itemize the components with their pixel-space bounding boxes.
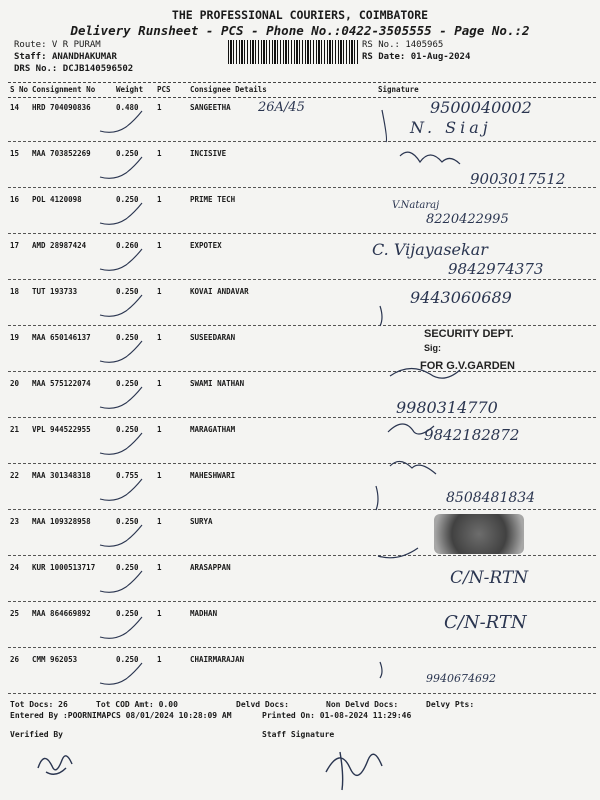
handwritten-phone-16: 8220422995 bbox=[426, 212, 509, 227]
tick-mark-icon bbox=[98, 155, 148, 183]
row-pcs: 1 bbox=[157, 609, 162, 618]
row-pcs: 1 bbox=[157, 655, 162, 664]
row-sno: 16 bbox=[10, 195, 20, 204]
tick-mark-icon bbox=[98, 661, 148, 689]
handwritten-name-16: V.Nataraj bbox=[392, 200, 440, 211]
handwritten-phone-21: 9842182872 bbox=[424, 426, 520, 444]
tick-mark-icon bbox=[98, 615, 148, 643]
row-pcs: 1 bbox=[157, 379, 162, 388]
row-sno: 21 bbox=[10, 425, 20, 434]
row-consignment: MAA 864669892 bbox=[32, 609, 91, 618]
row-sno: 15 bbox=[10, 149, 20, 158]
row-weight: 0.480 bbox=[116, 103, 139, 112]
col-sno: S No bbox=[10, 85, 29, 94]
col-signature: Signature bbox=[378, 85, 419, 94]
row-pcs: 1 bbox=[157, 103, 162, 112]
row-sno: 20 bbox=[10, 379, 20, 388]
row-consignee: PRIME TECH bbox=[190, 195, 236, 204]
row-weight: 0.250 bbox=[116, 379, 139, 388]
row-consignee: INCISIVE bbox=[190, 149, 227, 158]
handwritten-phone-17: 9842974373 bbox=[448, 260, 544, 278]
row-weight: 0.250 bbox=[116, 287, 139, 296]
stamp-security-dept: SECURITY DEPT. bbox=[424, 328, 514, 340]
total-cod: Tot COD Amt: 0.00 bbox=[96, 700, 178, 709]
printed-on: Printed On: 01-08-2024 11:29:46 bbox=[262, 711, 412, 720]
row-sno: 19 bbox=[10, 333, 20, 342]
row-consignment: POL 4120098 bbox=[32, 195, 82, 204]
staff-label: Staff: bbox=[14, 52, 47, 62]
handwritten-phone-18: 9443060689 bbox=[410, 288, 512, 307]
tick-mark-icon bbox=[98, 477, 148, 505]
col-pcs: PCS bbox=[157, 85, 171, 94]
row-consignment: MAA 109328958 bbox=[32, 517, 91, 526]
row-consignee: MAHESHWARI bbox=[190, 471, 236, 480]
row-consignee: MADHAN bbox=[190, 609, 218, 618]
handwritten-phone-22: 8508481834 bbox=[446, 490, 536, 506]
drs-label: DRS No.: bbox=[14, 64, 58, 74]
handwritten-phone-15: 9003017512 bbox=[470, 170, 566, 188]
row-consignee: ARASAPPAN bbox=[190, 563, 231, 572]
non-delivered-docs: Non Delvd Docs: bbox=[326, 700, 399, 709]
row-pcs: 1 bbox=[157, 241, 162, 250]
row-weight: 0.250 bbox=[116, 517, 139, 526]
tick-mark-icon bbox=[98, 385, 148, 413]
row-pcs: 1 bbox=[157, 425, 162, 434]
document-title: THE PROFESSIONAL COURIERS, COIMBATORE bbox=[171, 8, 429, 22]
col-consignee: Consignee Details bbox=[190, 85, 267, 94]
drs-line bbox=[14, 64, 133, 74]
rs-date: RS Date: 01-Aug-2024 bbox=[362, 52, 471, 62]
row-sno: 24 bbox=[10, 563, 20, 572]
row-consignment: KUR 1000513717 bbox=[32, 563, 96, 572]
tick-mark-icon bbox=[98, 523, 148, 551]
row-sno: 17 bbox=[10, 241, 20, 250]
stamp-gv-garden: FOR G.V.GARDEN bbox=[420, 360, 515, 372]
row-weight: 0.250 bbox=[116, 609, 139, 618]
row-weight: 0.250 bbox=[116, 655, 139, 664]
delivery-points: Delvy Pts: bbox=[426, 700, 475, 709]
verifier-signature bbox=[30, 742, 90, 782]
row-pcs: 1 bbox=[157, 563, 162, 572]
drs-number: DCJB140596502 bbox=[62, 64, 134, 74]
staff-name: ANANDHAKUMAR bbox=[51, 52, 117, 62]
row-consignee: SURYA bbox=[190, 517, 213, 526]
row-pcs: 1 bbox=[157, 195, 162, 204]
tick-mark-icon bbox=[98, 201, 148, 229]
stamp-sig-label: Sig: bbox=[424, 343, 441, 353]
row-pcs: 1 bbox=[157, 287, 162, 296]
row-weight: 0.250 bbox=[116, 425, 139, 434]
row-consignee: KOVAI ANDAVAR bbox=[190, 287, 249, 296]
handwritten-name-14: N. Siaj bbox=[410, 118, 492, 137]
staff-line bbox=[14, 52, 117, 62]
row-consignment: MAA 301348318 bbox=[32, 471, 91, 480]
row-consignment: MAA 703852269 bbox=[32, 149, 91, 158]
route-label: Route: V R PURAM bbox=[14, 40, 101, 50]
row-weight: 0.250 bbox=[116, 333, 139, 342]
row-sno: 26 bbox=[10, 655, 20, 664]
row-weight: 0.755 bbox=[116, 471, 139, 480]
handwritten-phone-26: 9940674692 bbox=[426, 672, 496, 685]
tick-mark-icon bbox=[98, 339, 148, 367]
row-pcs: 1 bbox=[157, 471, 162, 480]
row-consignment: CMM 962053 bbox=[32, 655, 78, 664]
tick-mark-icon bbox=[98, 109, 148, 137]
row-pcs: 1 bbox=[157, 517, 162, 526]
row-weight: 0.250 bbox=[116, 149, 139, 158]
row-consignment: HRD 704090836 bbox=[32, 103, 91, 112]
row-consignee: SANGEETHA bbox=[190, 103, 231, 112]
delivered-docs: Delvd Docs: bbox=[236, 700, 289, 709]
row-consignment: MAA 575122074 bbox=[32, 379, 91, 388]
row-consignee: SWAMI NATHAN bbox=[190, 379, 245, 388]
row-sno: 22 bbox=[10, 471, 20, 480]
handwritten-rtn-24: C/N-RTN bbox=[450, 568, 529, 588]
document-subtitle: Delivery Runsheet - PCS - Phone No.:0422-3505555 - Page No.:2 bbox=[70, 23, 530, 38]
verified-by: Verified By bbox=[10, 730, 63, 739]
row-consignee: EXPOTEX bbox=[190, 241, 222, 250]
row-sno: 14 bbox=[10, 103, 20, 112]
handwritten-name-17: C. Vijayasekar bbox=[372, 240, 488, 259]
barcode bbox=[228, 40, 358, 64]
row-sno: 18 bbox=[10, 287, 20, 296]
row-consignee: MARAGATHAM bbox=[190, 425, 236, 434]
staff-signature-scribble bbox=[318, 742, 388, 792]
handwritten-phone-20: 9980314770 bbox=[396, 398, 498, 417]
row-pcs: 1 bbox=[157, 149, 162, 158]
tick-mark-icon bbox=[98, 247, 148, 275]
tick-mark-icon bbox=[98, 431, 148, 459]
row-consignee: SUSEEDARAN bbox=[190, 333, 236, 342]
row-consignment: MAA 650146137 bbox=[32, 333, 91, 342]
row-consignment: AMD 28987424 bbox=[32, 241, 87, 250]
col-weight: Weight bbox=[116, 85, 144, 94]
total-docs: Tot Docs: 26 bbox=[10, 700, 68, 709]
col-consignment: Consignment No bbox=[32, 85, 96, 94]
handwritten-rtn-25: C/N-RTN bbox=[444, 612, 527, 633]
row-weight: 0.250 bbox=[116, 195, 139, 204]
row-consignment: VPL 944522955 bbox=[32, 425, 91, 434]
tick-mark-icon bbox=[98, 293, 148, 321]
row-consignee: CHAIRMARAJAN bbox=[190, 655, 245, 664]
handwritten-address: 26A/45 bbox=[258, 100, 305, 115]
row-weight: 0.260 bbox=[116, 241, 139, 250]
entered-by: Entered By :POORNIMAPCS 08/01/2024 10:28:09 AM bbox=[10, 711, 232, 720]
handwritten-phone-14: 9500040002 bbox=[430, 98, 532, 117]
row-pcs: 1 bbox=[157, 333, 162, 342]
signature-scribbles bbox=[370, 96, 600, 696]
row-sno: 25 bbox=[10, 609, 20, 618]
staff-signature: Staff Signature bbox=[262, 730, 335, 739]
row-sno: 23 bbox=[10, 517, 20, 526]
row-consignment: TUT 193733 bbox=[32, 287, 78, 296]
row-weight: 0.250 bbox=[116, 563, 139, 572]
tick-mark-icon bbox=[98, 569, 148, 597]
rs-number: RS No.: 1405965 bbox=[362, 40, 444, 50]
